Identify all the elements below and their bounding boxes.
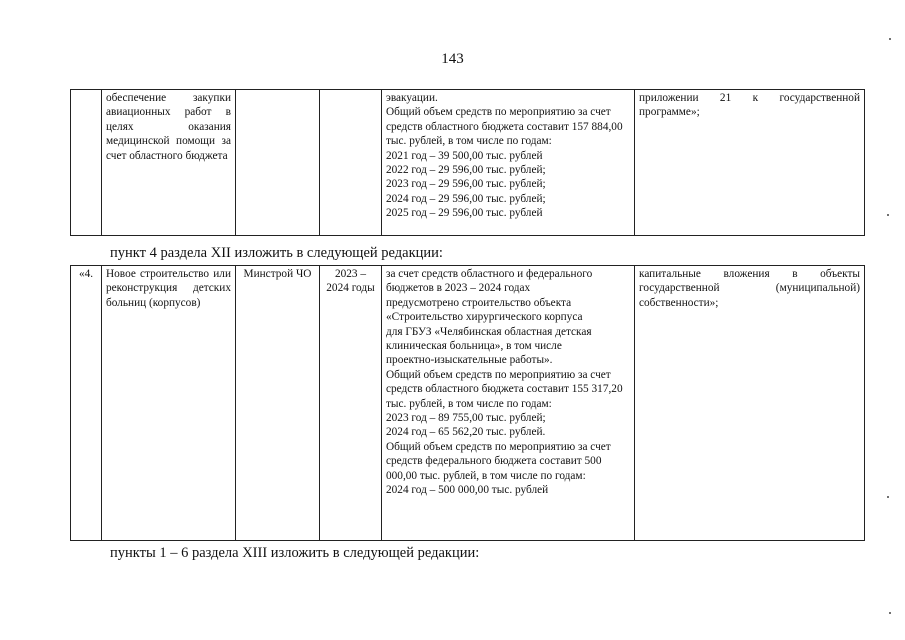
description-line: 2021 год – 39 500,00 тыс. рублей — [386, 149, 543, 162]
description-cell — [382, 266, 635, 541]
row-number-cell — [71, 90, 102, 236]
description-line: 2022 год – 29 596,00 тыс. рублей; — [386, 164, 546, 177]
description-line: Общий объем средств по мероприятию за счет средств федерального бюджета составит 500 000,00 тыс. рублей, в том числе по годам: — [386, 440, 611, 482]
description-line: 2024 год – 500 000,00 тыс. рублей — [386, 484, 549, 497]
executor-cell — [236, 90, 320, 236]
description-line: 2023 год – 89 755,00 тыс. рублей; — [386, 412, 546, 425]
period-cell: 2023 – 2024 годы — [320, 266, 382, 541]
scan-speck — [887, 496, 889, 498]
description-line: проектно-изыскательные работы». — [386, 354, 553, 367]
description-line: для ГБУЗ «Челябинская областная детская — [386, 325, 592, 338]
measure-name-cell: Новое строительство или реконструкция детских больниц (корпусов) — [102, 266, 236, 541]
section-caption: пункт 4 раздела XII изложить в следующей редакции: — [110, 245, 443, 261]
section-caption: пункты 1 – 6 раздела XIII изложить в следующей редакции: — [110, 545, 480, 561]
scan-speck — [889, 612, 891, 614]
scan-speck — [889, 38, 891, 40]
measure-name-cell: обеспечение закупки авиационных работ в целях оказания медицинской помощи за счет областного бюджета — [102, 90, 236, 236]
description-line: предусмотрено строительство объекта — [386, 296, 572, 309]
description-cell — [382, 90, 635, 236]
table-row — [71, 90, 865, 236]
description-line: 2024 год – 65 562,20 тыс. рублей. — [386, 426, 546, 439]
table-row — [71, 266, 865, 541]
description-line: эвакуации. — [386, 92, 438, 104]
description-line: клиническая больница», в том числе — [386, 340, 562, 353]
executor-cell: Минстрой ЧО — [236, 266, 320, 541]
row-number-cell: «4. — [71, 266, 102, 541]
description-line: «Строительство хирургического корпуса — [386, 311, 583, 324]
program-table-fragment — [70, 89, 865, 236]
period-cell — [320, 90, 382, 236]
note-cell: приложении 21 к государственной программе»; — [635, 90, 865, 236]
description-line: 2024 год – 29 596,00 тыс. рублей; — [386, 192, 546, 205]
description-line: 2023 год – 29 596,00 тыс. рублей; — [386, 178, 546, 191]
description-line: Общий объем средств по мероприятию за счет средств областного бюджета составит 155 317,20 тыс. рублей, в том числе по годам: — [386, 368, 623, 410]
description-line: за счет средств областного и федерального бюджетов в 2023 – 2024 годах — [386, 268, 593, 295]
page-number: 143 — [441, 51, 464, 67]
scan-speck — [887, 214, 889, 216]
program-table-fragment — [70, 265, 865, 541]
description-line: Общий объем средств по мероприятию за счет средств областного бюджета составит 157 884,00 тыс. рублей, в том числе по годам: — [386, 106, 623, 148]
note-cell: капитальные вложения в объекты государственной (муниципальной) собственности»; — [635, 266, 865, 541]
description-line: 2025 год – 29 596,00 тыс. рублей — [386, 207, 543, 220]
